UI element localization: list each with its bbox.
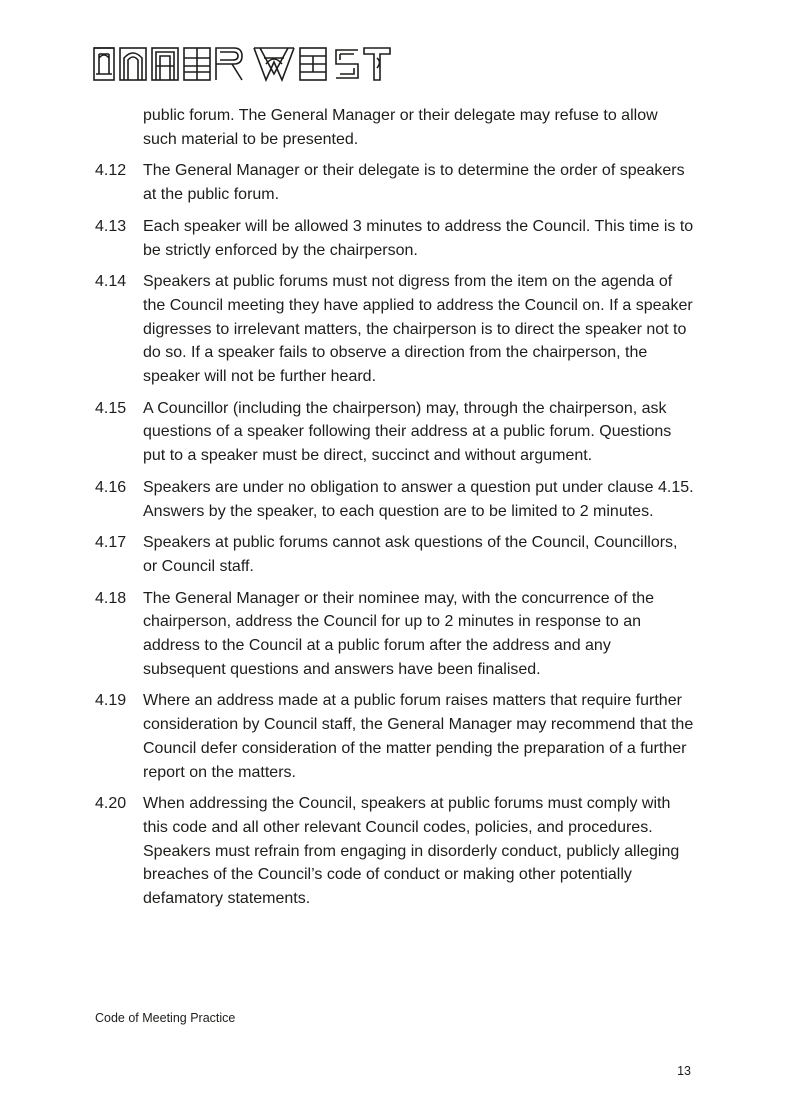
logo-letter-i	[94, 48, 114, 80]
clause-text: When addressing the Council, speakers at public forums must comply with this code and all other relevant Council codes, policies, and procedures. Speakers must refrain from engaging in disorderly conduct, publicly alleging breaches of the Council’s code of conduct or making other potentially defamatory statements.	[143, 795, 680, 908]
clause-text: A Councillor (including the chairperson) may, through the chairperson, ask questions of a speaker following their address at a public forum. Questions put to a speaker must be direct, succinct and without argument.	[143, 399, 672, 465]
clause-text: Speakers are under no obligation to answer a question put under clause 4.15. Answers by the speaker, to each question are to be limited to 2 minutes.	[143, 478, 694, 520]
clause-text: Speakers at public forums must not digress from the item on the agenda of the Council meeting they have applied to address the Council on. If a speaker digresses to irrelevant matters, the chairperson is to direct the speaker not to do so. If a speaker fails to observe a direction from the chairperson, the speaker will not be further heard.	[143, 273, 693, 386]
inner-west-logo	[92, 44, 392, 84]
logo-letter-t	[364, 48, 390, 80]
page-number: 13	[677, 1064, 691, 1078]
logo-letter-s	[336, 50, 358, 78]
footer-document-title: Code of Meeting Practice	[95, 1011, 236, 1025]
clause-number: 4.12	[95, 162, 127, 180]
clause-number: 4.17	[95, 534, 127, 552]
continued-paragraph: public forum. The General Manager or their delegate may refuse to allow such material to be presented.	[143, 107, 658, 148]
clause-number: 4.14	[95, 273, 127, 291]
logo-letter-n2	[152, 48, 178, 80]
clause-4-13	[95, 215, 695, 262]
clause-number: 4.15	[95, 399, 127, 417]
logo-letter-e1	[184, 48, 210, 80]
clause-4-16	[95, 476, 695, 523]
clause-number: 4.20	[95, 795, 127, 813]
clause-4-18	[95, 587, 695, 682]
logo-letter-w	[254, 48, 294, 80]
clause-number: 4.19	[95, 692, 127, 710]
logo-letter-n1	[120, 48, 146, 80]
clause-4-14	[95, 270, 695, 389]
clause-4-20	[95, 792, 695, 911]
clause-text: Each speaker will be allowed 3 minutes to address the Council. This time is to be strictly enforced by the chairperson.	[143, 217, 694, 259]
clause-4-17	[95, 531, 695, 578]
clause-number: 4.16	[95, 478, 127, 496]
clause-text: The General Manager or their delegate is to determine the order of speakers at the public forum.	[143, 162, 685, 204]
clause-text: Where an address made at a public forum raises matters that require further consideration by Council staff, the General Manager may recommend that the Council defer consideration of the matter pending the preparation of a further report on the matters.	[143, 692, 694, 781]
clause-4-15	[95, 397, 695, 468]
logo-letter-e2	[300, 48, 326, 80]
clause-number: 4.18	[95, 589, 127, 607]
clause-4-12	[95, 159, 695, 206]
logo-letter-r	[216, 48, 242, 80]
clause-text: Speakers at public forums cannot ask questions of the Council, Councillors, or Council staff.	[143, 534, 678, 575]
document-body	[95, 104, 695, 919]
clause-number: 4.13	[95, 217, 127, 235]
clause-4-19	[95, 689, 695, 784]
clause-text: The General Manager or their nominee may, with the concurrence of the chairperson, address the Council for up to 2 minutes in response to an address to the Council at a public forum after the address and any subsequent questions and answers have been finalised.	[143, 589, 655, 678]
